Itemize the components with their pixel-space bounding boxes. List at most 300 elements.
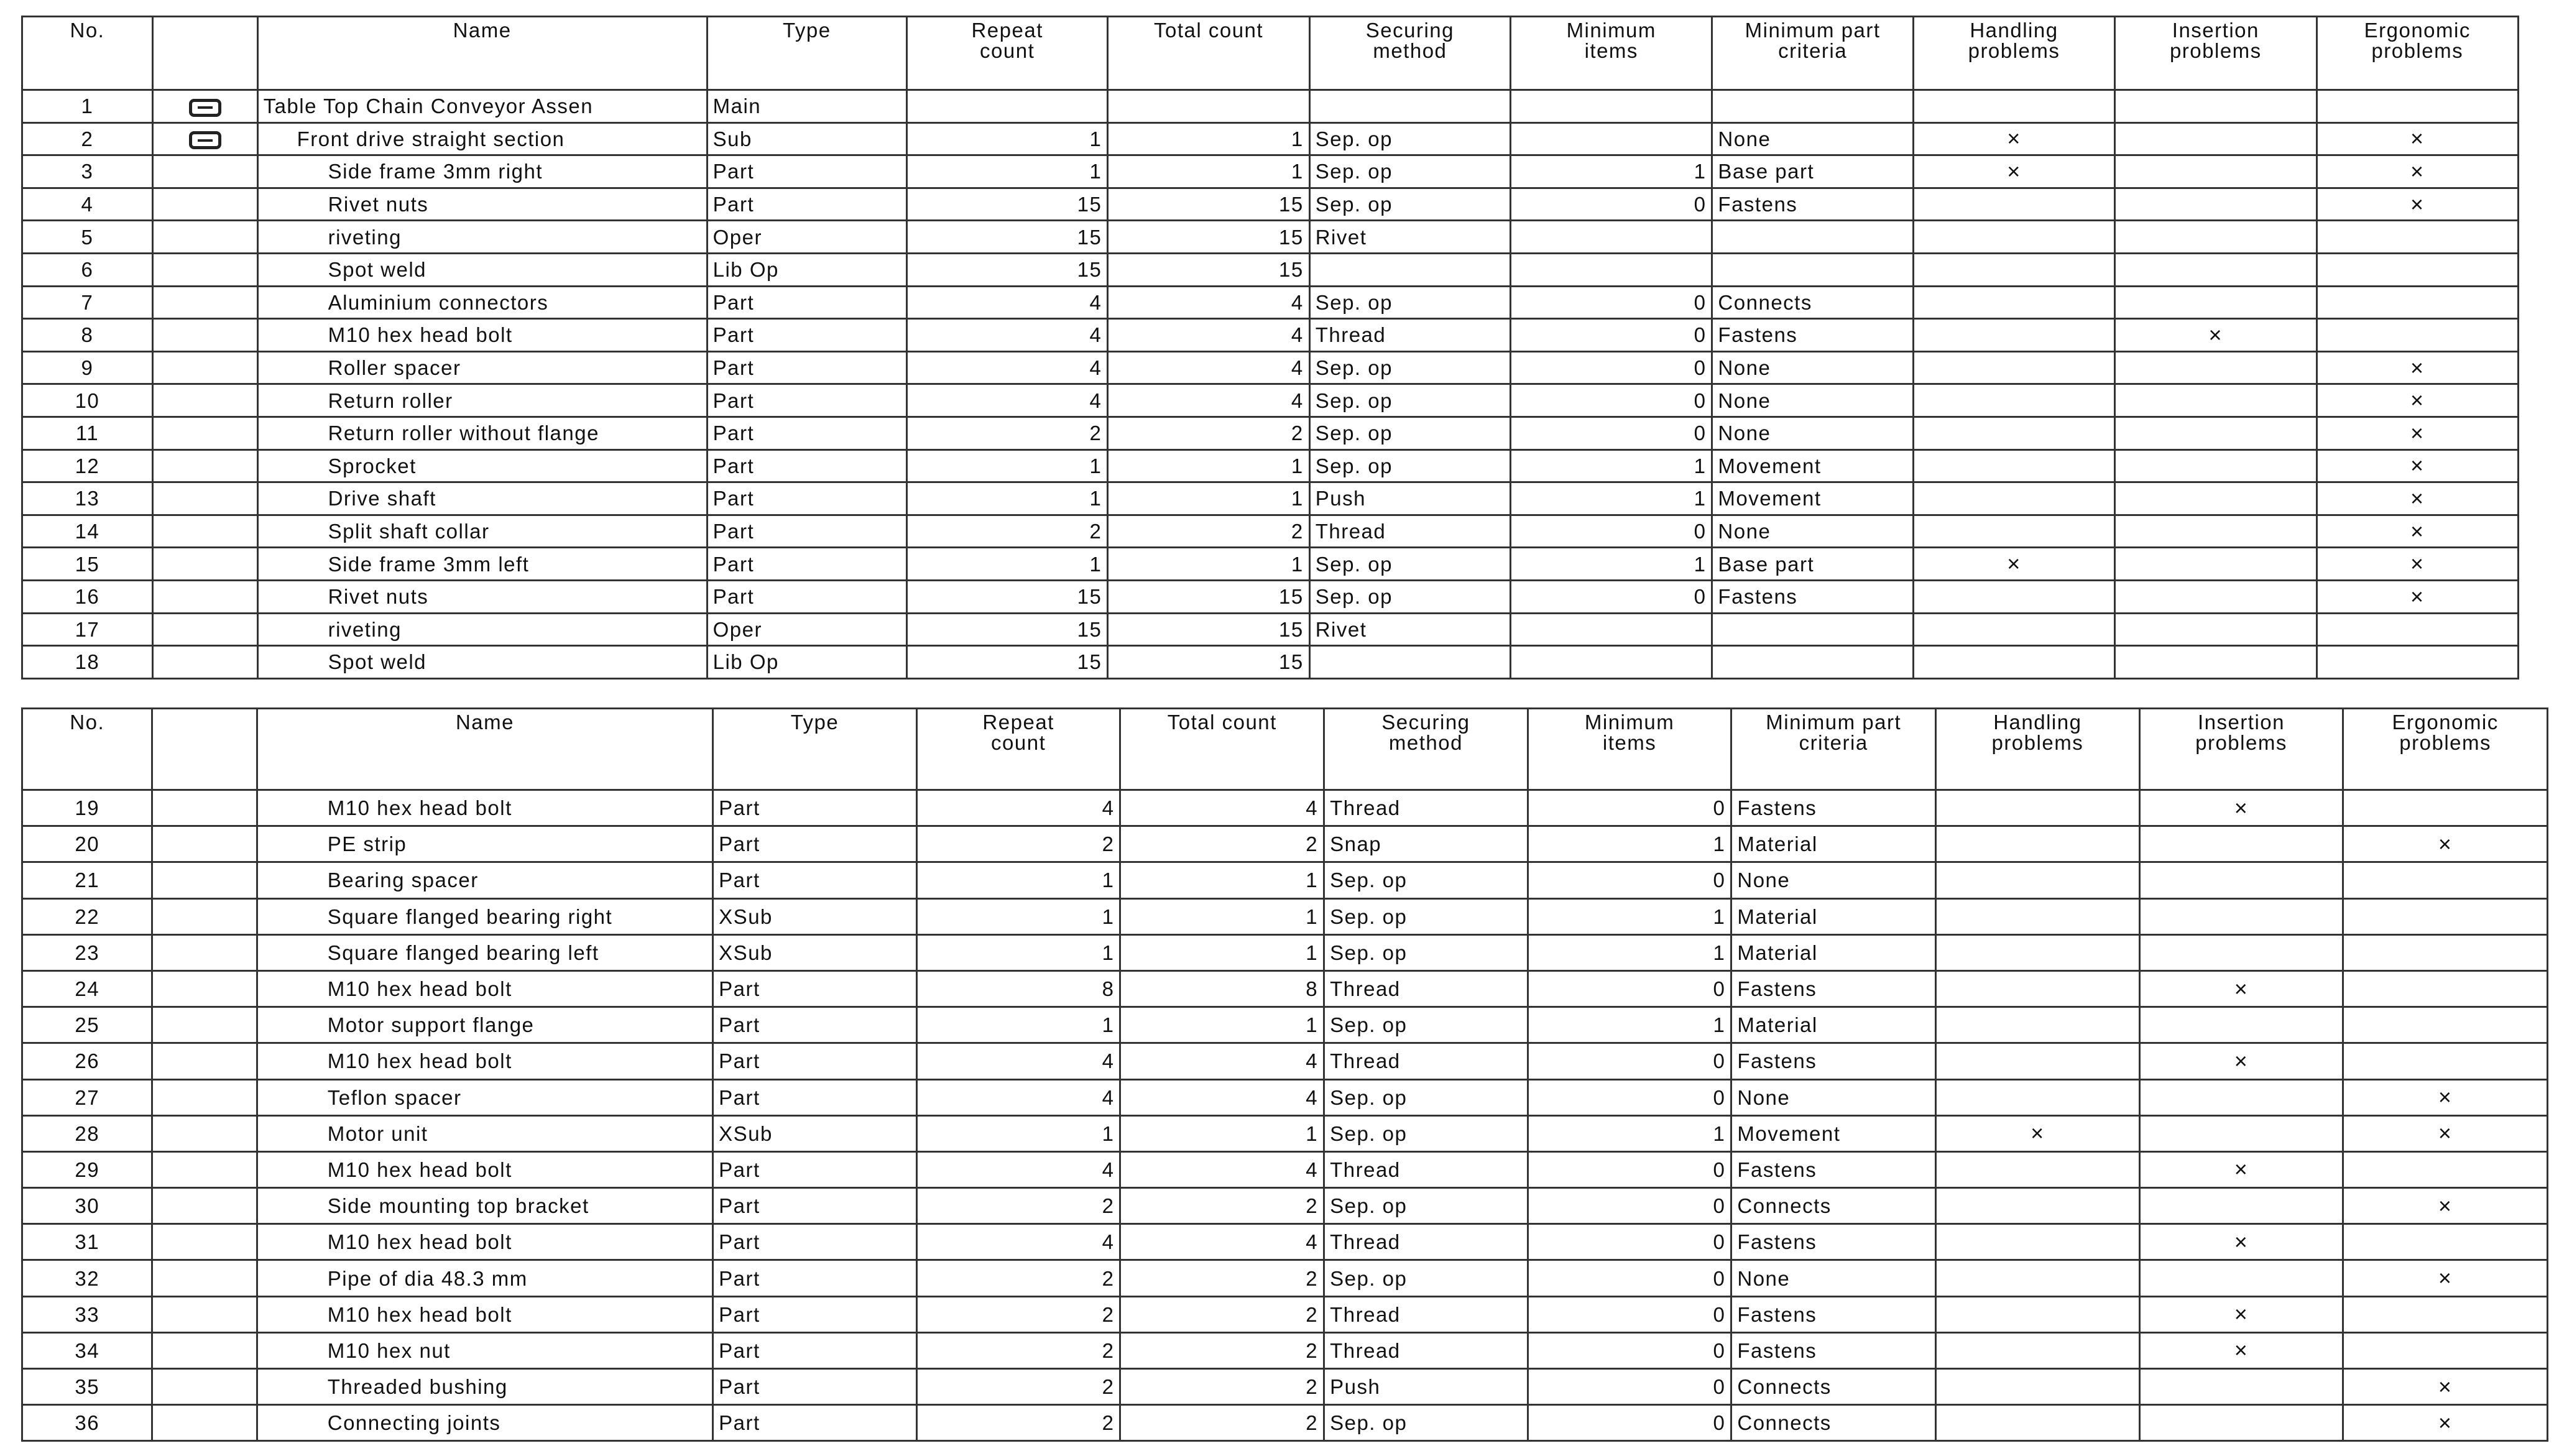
cell-icon (152, 1369, 257, 1405)
cell-minimum-part-criteria: None (1712, 384, 1913, 417)
cell-insertion-problems (2115, 646, 2317, 679)
table-row[interactable] (22, 1369, 2548, 1405)
cell-insertion-problems: × (2139, 970, 2343, 1007)
table-row[interactable] (22, 384, 2519, 417)
cell-type: Part (713, 1405, 917, 1441)
table-row[interactable] (22, 515, 2519, 548)
table-row[interactable] (22, 1115, 2548, 1151)
cell-total-count: 2 (1120, 1369, 1324, 1405)
cell-minimum-part-criteria: Connects (1731, 1405, 1936, 1441)
cell-ergonomic-problems: × (2343, 826, 2548, 862)
cell-no: 36 (22, 1405, 152, 1441)
cell-minimum-items (1511, 253, 1712, 286)
cell-securing-method: Sep. op (1309, 384, 1510, 417)
cell-type: Part (707, 188, 906, 221)
cell-handling-problems (1913, 253, 2114, 286)
table-row[interactable] (22, 898, 2548, 934)
cell-minimum-part-criteria: Fastens (1731, 1224, 1936, 1260)
cell-handling-problems (1913, 221, 2114, 254)
cell-total-count: 4 (1120, 1224, 1324, 1260)
cell-no: 6 (22, 253, 153, 286)
cell-no: 25 (22, 1007, 152, 1043)
cell-securing-method (1309, 253, 1510, 286)
table-row[interactable] (22, 1188, 2548, 1224)
cell-minimum-part-criteria: None (1731, 1260, 1936, 1296)
table-row[interactable] (22, 1332, 2548, 1368)
cell-insertion-problems: × (2115, 319, 2317, 352)
cell-total-count: 4 (1108, 384, 1309, 417)
header-label: Type (783, 19, 831, 42)
cell-insertion-problems: × (2139, 1151, 2343, 1187)
cell-insertion-problems (2115, 613, 2317, 646)
cell-securing-method: Sep. op (1309, 417, 1510, 449)
cell-minimum-part-criteria: Fastens (1712, 319, 1913, 352)
table-row[interactable] (22, 1296, 2548, 1332)
cell-name: Square flanged bearing left (257, 934, 712, 970)
cell-name: Connecting joints (257, 1405, 712, 1441)
cell-handling-problems (1936, 862, 2140, 898)
cell-repeat-count: 15 (906, 646, 1107, 679)
cell-handling-problems (1936, 1260, 2140, 1296)
header-label: No. (70, 711, 105, 734)
cell-name: riveting (257, 613, 707, 646)
cell-ergonomic-problems: × (2343, 1260, 2548, 1296)
cell-type: Part (713, 1369, 917, 1405)
cell-minimum-items: 0 (1528, 1405, 1731, 1441)
cell-repeat-count: 4 (916, 1151, 1120, 1187)
cell-no: 4 (22, 188, 153, 221)
cell-type: Lib Op (707, 646, 906, 679)
cell-insertion-problems (2115, 482, 2317, 515)
header-label: Total count (1167, 711, 1277, 734)
header-label: Name (453, 19, 512, 42)
cell-minimum-part-criteria: Movement (1712, 482, 1913, 515)
table-row[interactable] (22, 970, 2548, 1007)
collapse-icon[interactable] (189, 99, 221, 117)
cell-repeat-count: 15 (906, 188, 1107, 221)
cell-handling-problems (1913, 188, 2114, 221)
cell-total-count: 4 (1120, 1151, 1324, 1187)
cell-total-count: 15 (1108, 580, 1309, 613)
cell-name: Spot weld (257, 253, 707, 286)
cell-total-count: 1 (1120, 898, 1324, 934)
cell-repeat-count: 1 (916, 1115, 1120, 1151)
header-label-line: criteria (1778, 39, 1848, 62)
cell-handling-problems (1913, 286, 2114, 319)
table-row[interactable] (22, 826, 2548, 862)
cell-type: Part (713, 1296, 917, 1332)
header-label-line: count (980, 39, 1035, 62)
cell-ergonomic-problems (2317, 319, 2519, 352)
table-row[interactable] (22, 646, 2519, 679)
header-label: Type (790, 711, 839, 734)
cell-minimum-part-criteria (1712, 253, 1913, 286)
cell-ergonomic-problems: × (2317, 548, 2519, 581)
cell-total-count: 2 (1108, 417, 1309, 449)
header-label-line: Handling (1970, 19, 2058, 42)
cell-handling-problems (1913, 351, 2114, 384)
cell-handling-problems: × (1913, 122, 2114, 155)
cell-insertion-problems (2115, 417, 2317, 449)
cell-handling-problems (1936, 1405, 2140, 1441)
cell-icon (152, 155, 257, 188)
cell-icon (152, 449, 257, 482)
cell-securing-method (1309, 646, 1510, 679)
table-row[interactable] (22, 1151, 2548, 1187)
cell-securing-method: Sep. op (1324, 934, 1528, 970)
cell-repeat-count: 1 (916, 1007, 1120, 1043)
header-label-line: Repeat (982, 711, 1054, 734)
cell-handling-problems (1936, 1079, 2140, 1115)
header-label-line: Minimum (1566, 19, 1656, 42)
cell-handling-problems: × (1936, 1115, 2140, 1151)
cell-no: 29 (22, 1151, 152, 1187)
cell-name: M10 hex head bolt (257, 1224, 712, 1260)
cell-handling-problems (1913, 384, 2114, 417)
table-row[interactable] (22, 122, 2519, 155)
cell-insertion-problems (2115, 580, 2317, 613)
cell-ergonomic-problems: × (2343, 1369, 2548, 1405)
cell-insertion-problems: × (2139, 1043, 2343, 1079)
cell-no: 16 (22, 580, 153, 613)
cell-minimum-part-criteria (1712, 90, 1913, 123)
cell-type: Sub (707, 122, 906, 155)
cell-icon (152, 188, 257, 221)
cell-total-count: 2 (1120, 1188, 1324, 1224)
cell-icon (152, 1332, 257, 1368)
header-name (257, 17, 707, 90)
cell-type: Part (707, 548, 906, 581)
cell-no: 24 (22, 970, 152, 1007)
cell-minimum-items: 1 (1528, 934, 1731, 970)
header-securing-method (1324, 709, 1528, 790)
cell-icon (152, 482, 257, 515)
cell-total-count: 2 (1108, 515, 1309, 548)
cell-no: 34 (22, 1332, 152, 1368)
table-row[interactable] (22, 580, 2519, 613)
cell-repeat-count: 4 (906, 286, 1107, 319)
cell-insertion-problems (2115, 90, 2317, 123)
cell-repeat-count (906, 90, 1107, 123)
cell-minimum-part-criteria: Base part (1712, 548, 1913, 581)
header-name (257, 709, 712, 790)
cell-type: XSub (713, 1115, 917, 1151)
cell-ergonomic-problems: × (2317, 188, 2519, 221)
cell-repeat-count: 1 (906, 155, 1107, 188)
cell-type: Part (713, 1224, 917, 1260)
cell-no: 5 (22, 221, 153, 254)
cell-repeat-count: 2 (916, 1332, 1120, 1368)
table-row[interactable] (22, 319, 2519, 352)
cell-ergonomic-problems (2343, 1296, 2548, 1332)
cell-insertion-problems (2115, 286, 2317, 319)
header-minimum-items (1511, 17, 1712, 90)
header-label-line: Securing (1381, 711, 1470, 734)
cell-insertion-problems (2139, 1115, 2343, 1151)
cell-no: 27 (22, 1079, 152, 1115)
cell-total-count: 1 (1108, 122, 1309, 155)
cell-name: Square flanged bearing right (257, 898, 712, 934)
cell-type: Part (713, 790, 917, 826)
cell-name: Motor support flange (257, 1007, 712, 1043)
cell-no: 8 (22, 319, 153, 352)
cell-type: Part (707, 384, 906, 417)
cell-insertion-problems (2115, 384, 2317, 417)
cell-handling-problems (1936, 898, 2140, 934)
table-row[interactable] (22, 417, 2519, 449)
cell-icon (152, 790, 257, 826)
table-row[interactable] (22, 155, 2519, 188)
assembly-table-2 (21, 707, 2548, 1442)
cell-ergonomic-problems: × (2343, 1188, 2548, 1224)
cell-minimum-part-criteria: None (1712, 515, 1913, 548)
header-label-line: problems (2195, 731, 2287, 754)
header-label-line: Insertion (2197, 711, 2285, 734)
header-icon (152, 17, 257, 90)
cell-minimum-part-criteria: Movement (1731, 1115, 1936, 1151)
header-minimum-part-criteria (1712, 17, 1913, 90)
table-header (22, 709, 2548, 790)
cell-repeat-count: 2 (916, 1188, 1120, 1224)
cell-icon (152, 1151, 257, 1187)
cell-type: Oper (707, 613, 906, 646)
cell-no: 20 (22, 826, 152, 862)
table-row[interactable] (22, 253, 2519, 286)
cell-icon (152, 1260, 257, 1296)
cell-minimum-part-criteria: Fastens (1731, 1296, 1936, 1332)
cell-securing-method: Thread (1324, 1332, 1528, 1368)
cell-ergonomic-problems: × (2343, 1405, 2548, 1441)
table-row[interactable] (22, 862, 2548, 898)
cell-insertion-problems (2115, 122, 2317, 155)
cell-handling-problems (1913, 482, 2114, 515)
table-row[interactable] (22, 1079, 2548, 1115)
cell-no: 15 (22, 548, 153, 581)
cell-minimum-items (1511, 122, 1712, 155)
cell-handling-problems (1936, 1007, 2140, 1043)
table-row[interactable] (22, 188, 2519, 221)
cell-ergonomic-problems: × (2317, 351, 2519, 384)
table-row[interactable] (22, 221, 2519, 254)
table-row[interactable] (22, 1224, 2548, 1260)
cell-minimum-items: 0 (1511, 515, 1712, 548)
table-body (22, 90, 2519, 679)
cell-securing-method: Sep. op (1324, 1188, 1528, 1224)
cell-minimum-items (1511, 221, 1712, 254)
cell-icon (152, 417, 257, 449)
cell-name: M10 hex head bolt (257, 790, 712, 826)
cell-ergonomic-problems (2343, 1224, 2548, 1260)
cell-name: M10 hex head bolt (257, 970, 712, 1007)
cell-securing-method: Sep. op (1324, 1007, 1528, 1043)
cell-insertion-problems (2115, 221, 2317, 254)
cell-type: Part (713, 826, 917, 862)
header-total-count (1108, 17, 1309, 90)
cell-minimum-part-criteria: Fastens (1731, 1043, 1936, 1079)
header-minimum-part-criteria (1731, 709, 1936, 790)
cell-name: Front drive straight section (257, 122, 707, 155)
cell-securing-method: Sep. op (1324, 1405, 1528, 1441)
header-handling-problems (1936, 709, 2140, 790)
header-insertion-problems (2139, 709, 2343, 790)
cell-securing-method: Thread (1309, 319, 1510, 352)
cell-total-count: 15 (1108, 188, 1309, 221)
cell-securing-method: Sep. op (1309, 122, 1510, 155)
cell-minimum-items: 0 (1528, 1151, 1731, 1187)
cell-securing-method: Thread (1324, 790, 1528, 826)
cell-repeat-count: 1 (916, 862, 1120, 898)
cell-no: 17 (22, 613, 153, 646)
cell-insertion-problems (2115, 188, 2317, 221)
cell-name: Threaded bushing (257, 1369, 712, 1405)
cell-ergonomic-problems (2317, 613, 2519, 646)
cell-name: Spot weld (257, 646, 707, 679)
cell-name: Motor unit (257, 1115, 712, 1151)
table-row[interactable] (22, 1007, 2548, 1043)
cell-total-count: 1 (1120, 934, 1324, 970)
header-repeat-count (916, 709, 1120, 790)
table-row[interactable] (22, 1260, 2548, 1296)
cell-minimum-items: 1 (1511, 155, 1712, 188)
cell-minimum-items: 0 (1511, 580, 1712, 613)
cell-insertion-problems (2115, 449, 2317, 482)
cell-no: 9 (22, 351, 153, 384)
cell-type: Part (713, 970, 917, 1007)
cell-name: Rivet nuts (257, 188, 707, 221)
cell-repeat-count: 1 (906, 449, 1107, 482)
cell-securing-method: Sep. op (1309, 286, 1510, 319)
cell-repeat-count: 2 (916, 1369, 1120, 1405)
cell-repeat-count: 1 (906, 482, 1107, 515)
cell-securing-method: Sep. op (1309, 548, 1510, 581)
cell-icon (152, 253, 257, 286)
table-body (22, 790, 2548, 1441)
cell-securing-method: Thread (1324, 1151, 1528, 1187)
cell-securing-method: Sep. op (1309, 449, 1510, 482)
cell-securing-method: Sep. op (1309, 188, 1510, 221)
cell-type: Part (707, 286, 906, 319)
cell-minimum-part-criteria: Connects (1712, 286, 1913, 319)
cell-type: Part (707, 580, 906, 613)
cell-total-count: 4 (1108, 286, 1309, 319)
cell-insertion-problems (2115, 253, 2317, 286)
table-row[interactable] (22, 351, 2519, 384)
cell-ergonomic-problems (2317, 90, 2519, 123)
cell-handling-problems (1936, 1332, 2140, 1368)
table-row[interactable] (22, 548, 2519, 581)
cell-minimum-items: 1 (1511, 482, 1712, 515)
header-label-line: method (1388, 731, 1463, 754)
table-row[interactable] (22, 449, 2519, 482)
header-label-line: problems (2371, 39, 2464, 62)
cell-icon (152, 122, 257, 155)
table-row[interactable] (22, 482, 2519, 515)
header-ergonomic-problems (2343, 709, 2548, 790)
cell-handling-problems (1936, 970, 2140, 1007)
cell-insertion-problems (2115, 515, 2317, 548)
cell-icon (152, 613, 257, 646)
cell-insertion-problems: × (2139, 1296, 2343, 1332)
cell-total-count: 1 (1108, 482, 1309, 515)
cell-handling-problems (1936, 934, 2140, 970)
header-no (22, 709, 152, 790)
cell-minimum-items: 0 (1528, 1369, 1731, 1405)
cell-securing-method (1309, 90, 1510, 123)
cell-securing-method: Thread (1324, 1224, 1528, 1260)
cell-no: 35 (22, 1369, 152, 1405)
table-row[interactable] (22, 1043, 2548, 1079)
cell-repeat-count: 4 (916, 1224, 1120, 1260)
cell-minimum-part-criteria: Fastens (1731, 1332, 1936, 1368)
cell-minimum-part-criteria: Fastens (1712, 580, 1913, 613)
cell-no: 10 (22, 384, 153, 417)
cell-handling-problems (1936, 1296, 2140, 1332)
table-row[interactable] (22, 613, 2519, 646)
cell-ergonomic-problems: × (2317, 580, 2519, 613)
header-no (22, 17, 153, 90)
cell-minimum-part-criteria: Connects (1731, 1369, 1936, 1405)
cell-type: Part (707, 482, 906, 515)
header-label-line: items (1602, 731, 1657, 754)
cell-minimum-items: 0 (1528, 1296, 1731, 1332)
cell-type: Part (707, 319, 906, 352)
cell-minimum-part-criteria: Fastens (1712, 188, 1913, 221)
cell-no: 12 (22, 449, 153, 482)
table-row[interactable] (22, 790, 2548, 826)
table-row[interactable] (22, 934, 2548, 970)
cell-name: Drive shaft (257, 482, 707, 515)
cell-icon (152, 898, 257, 934)
table-row[interactable] (22, 90, 2519, 123)
header-repeat-count (906, 17, 1107, 90)
cell-total-count: 15 (1108, 646, 1309, 679)
cell-icon (152, 826, 257, 862)
cell-no: 18 (22, 646, 153, 679)
cell-minimum-items (1511, 613, 1712, 646)
cell-handling-problems (1936, 1151, 2140, 1187)
cell-handling-problems (1913, 515, 2114, 548)
cell-type: XSub (713, 898, 917, 934)
cell-ergonomic-problems (2343, 970, 2548, 1007)
cell-handling-problems (1913, 613, 2114, 646)
cell-name: M10 hex head bolt (257, 1296, 712, 1332)
cell-name: riveting (257, 221, 707, 254)
cell-icon (152, 1224, 257, 1260)
cell-securing-method: Thread (1309, 515, 1510, 548)
cell-minimum-part-criteria: None (1712, 351, 1913, 384)
cell-icon (152, 1007, 257, 1043)
cell-minimum-items: 0 (1511, 384, 1712, 417)
cell-name: Side frame 3mm right (257, 155, 707, 188)
cell-no: 1 (22, 90, 153, 123)
cell-repeat-count: 1 (906, 548, 1107, 581)
cell-icon (152, 1079, 257, 1115)
cell-insertion-problems (2115, 548, 2317, 581)
cell-minimum-part-criteria (1712, 221, 1913, 254)
table-row[interactable] (22, 1405, 2548, 1441)
cell-insertion-problems (2139, 1007, 2343, 1043)
cell-ergonomic-problems: × (2343, 1079, 2548, 1115)
cell-total-count: 1 (1120, 1115, 1324, 1151)
header-label-line: problems (1968, 39, 2060, 62)
cell-type: Part (707, 417, 906, 449)
header-type (713, 709, 917, 790)
table-row[interactable] (22, 286, 2519, 319)
cell-icon (152, 1296, 257, 1332)
cell-repeat-count: 4 (916, 790, 1120, 826)
cell-minimum-part-criteria (1712, 613, 1913, 646)
collapse-icon[interactable] (189, 131, 221, 149)
